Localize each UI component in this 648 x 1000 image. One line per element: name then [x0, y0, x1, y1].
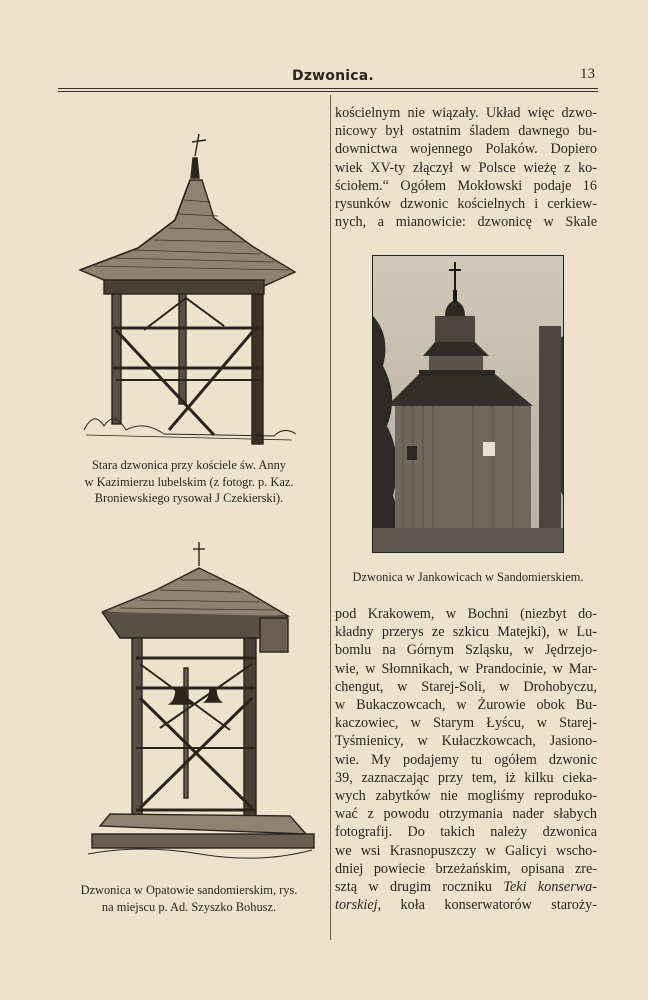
- caption-line: Stara dzwonica przy kościele św. Anny: [92, 458, 286, 472]
- header-rule: [58, 88, 598, 89]
- body-line: wiek XV-ty złączył w Polsce wieżę z ko-: [335, 159, 597, 176]
- body-line: Tyśmienicy, w Kułaczkowcach, Jasiono-: [335, 733, 597, 750]
- body-line: ściołem.“ Ogółem Mokłowski podaje 16: [335, 177, 597, 194]
- italic-title: Teki konserwa-: [503, 879, 598, 896]
- body-line: bomlu na Górnym Szląsku, w Jędrzejo-: [335, 642, 597, 659]
- body-line: nych, a mianowicie: dzwonicę w Skale: [335, 214, 597, 231]
- header-rule-secondary: [58, 91, 598, 92]
- body-line-with-italic: [335, 878, 597, 896]
- body-line: wie, w Słomnikach, w Prandocinie, w Mar-: [335, 660, 597, 677]
- caption-line: w Kazimierzu lubelskim (z fotogr. p. Kaz.: [84, 474, 294, 489]
- belfry-kazimierz-drawing: [74, 130, 304, 450]
- body-line: w Bukaczowcach, w Żurowie obok Bu-: [335, 697, 597, 714]
- body-line: chengut, w Starej-Soli, w Drohobyczu,: [335, 678, 597, 695]
- body-line: kładny przerys ze szkicu Matejki), w Lu-: [335, 624, 597, 641]
- body-line: torskiej, koła konserwatorów staroży-: [335, 897, 597, 914]
- figure-2-caption: Dzwonica w Jankowicach w Sandomierskiem.: [352, 570, 584, 584]
- body-line: we wsi Krasnopuszczy w Galicyi wscho-: [335, 842, 597, 859]
- figure-1-caption: [60, 457, 318, 507]
- body-line: nicowy był ostatnim śladem dawnego bu-: [335, 123, 597, 140]
- body-line-start: sztą w drugim roczniku: [335, 879, 493, 896]
- figure-3-caption: [60, 882, 318, 915]
- body-line: 39, zaznaczając przy tem, iż kilku cieka-: [335, 769, 597, 786]
- page-number: 13: [580, 66, 595, 82]
- body-line: wać z powodu otrzymania nader słabych: [335, 806, 597, 823]
- body-line: pod Krakowem, w Bochni (niezbyt do-: [335, 606, 597, 622]
- caption-line: Broniewskiego rysował J Czekierski).: [94, 491, 284, 505]
- belfry-jankowice-photo: [372, 255, 564, 553]
- body-line: dniej powiecie brzeżańskim, opisana zre-: [335, 860, 597, 877]
- caption-line: Dzwonica w Opatowie sandomierskim, rys.: [80, 883, 298, 897]
- body-text-top: [335, 104, 597, 231]
- body-line: kościelnym nie wiązały. Układ więc dzwo-: [335, 105, 597, 121]
- running-title: Dzwonica.: [292, 68, 374, 84]
- body-line: wie. My podajemy tu ogółem dzwonic: [335, 751, 597, 768]
- column-divider: [330, 95, 331, 940]
- body-line: fotografij. Do takich należy dzwonica: [335, 824, 597, 841]
- body-text-bottom: [335, 605, 597, 914]
- body-line: downictwa wojennego Polaków. Dopiero: [335, 141, 597, 158]
- caption-line: na miejscu p. Ad. Szyszko Bohusz.: [101, 899, 277, 914]
- body-line: rysunków dzwonic kościelnych i cerkiew-: [335, 196, 597, 213]
- belfry-opatow-drawing: [80, 538, 320, 878]
- body-line: kaczowiec, w Starym Łyścu, w Starej-: [335, 715, 597, 732]
- italic-title: torskiej: [335, 897, 378, 914]
- body-line: wych zabytków nie mogliśmy reproduko-: [335, 788, 597, 805]
